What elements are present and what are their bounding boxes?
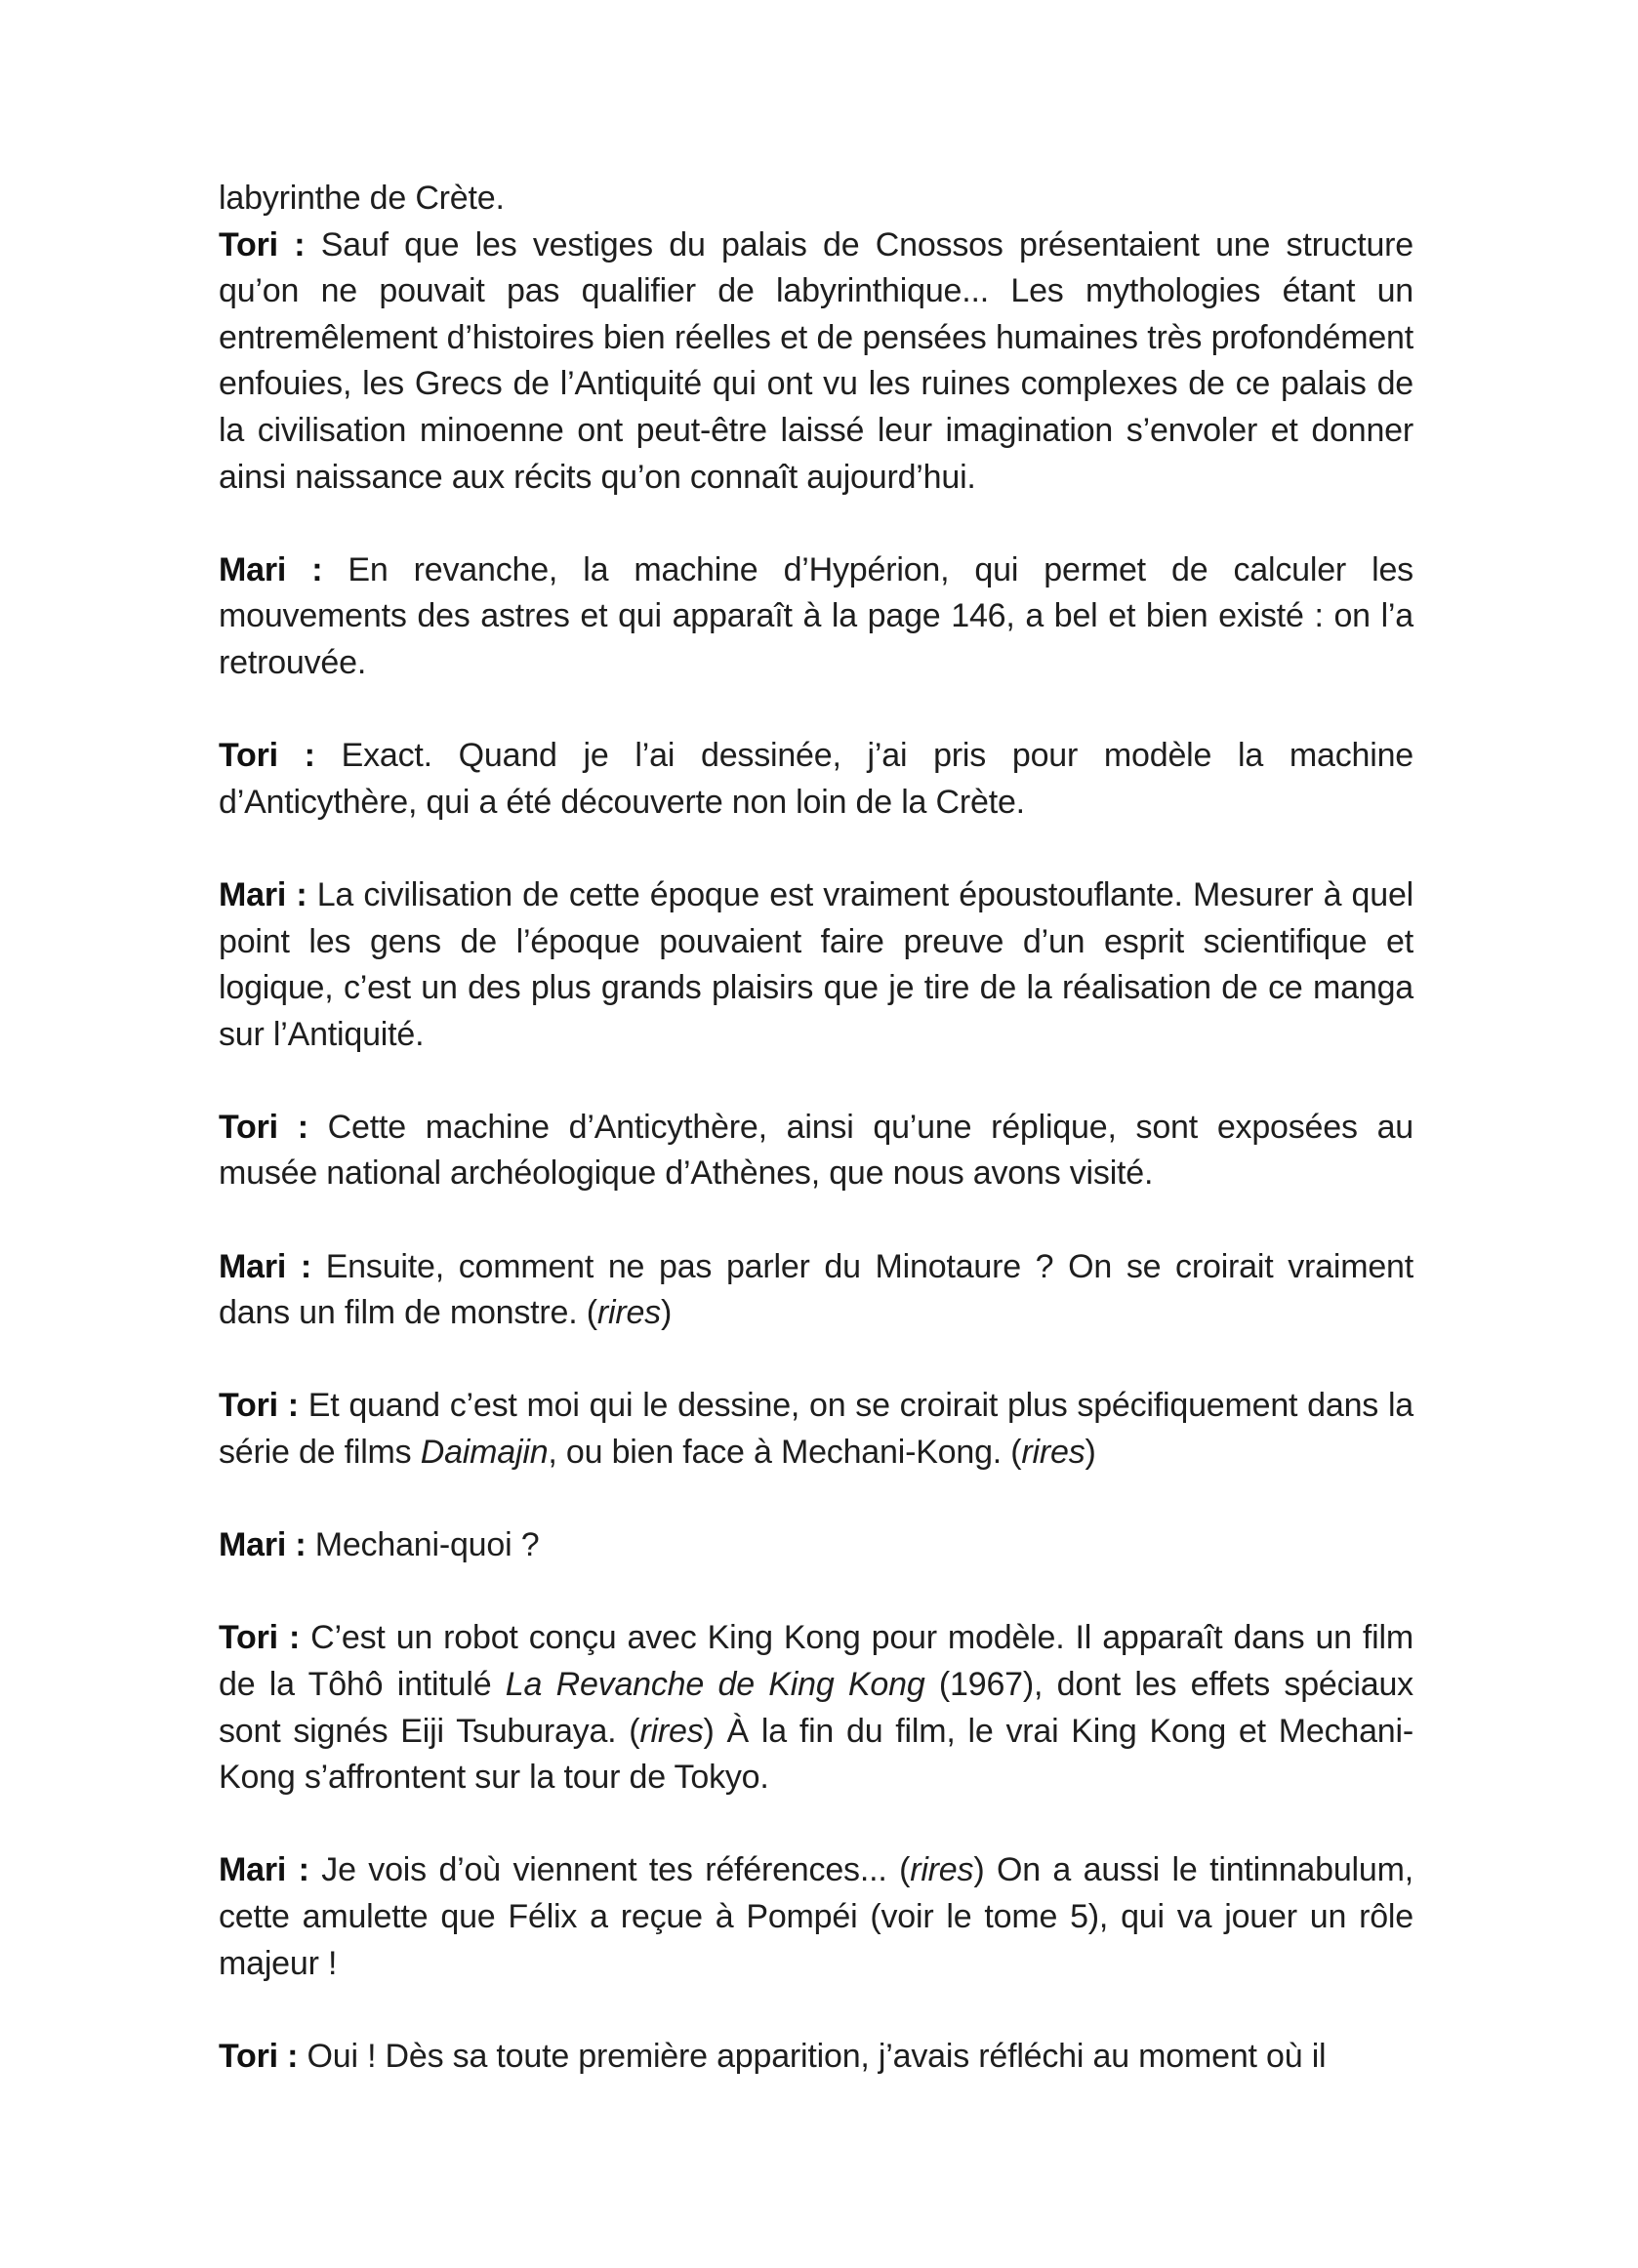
body-text: Et quand c’est moi qui le dessine, on se croirait plus spécifiquement dans la série de films (219, 1387, 1414, 1472)
paragraph (219, 872, 1413, 1058)
paragraph (219, 2034, 1413, 2081)
paragraph (219, 1615, 1413, 1801)
body-text: Ensuite, comment ne pas parler du Minotaure ? On se croirait vraiment dans un film de monstre. ( (219, 1247, 1413, 1332)
italic-text: rires (910, 1851, 974, 1889)
paragraph (219, 176, 1413, 223)
paragraph (219, 547, 1413, 687)
body-text: labyrinthe de Crète. (219, 180, 505, 217)
body-text: , ou bien face à Mechani-Kong. ( (548, 1434, 1022, 1472)
body-text: (1967), dont les effets spéciaux sont signés Eiji Tsuburaya. ( (219, 1666, 1413, 1750)
speaker-label: Mari : (219, 550, 323, 588)
speaker-label: Mari : (219, 1851, 309, 1889)
body-text: En revanche, la machine d’Hypérion, qui permet de calculer les mouvements des astres et qui apparaît à la page 146, a bel et bien existé : on l’a retrouvée. (219, 550, 1413, 681)
body-text: Je vois d’où viennent tes références... ( (308, 1851, 911, 1889)
speaker-label: Tori : (219, 225, 306, 263)
body-text: C’est un robot conçu avec King Kong pour modèle. Il apparaît dans un film de la Tôhô intitulé (219, 1619, 1414, 1703)
speaker-label: Mari : (219, 875, 307, 913)
italic-text: Daimajin (420, 1434, 549, 1472)
speaker-label: Tori : (219, 1387, 299, 1425)
document-page (219, 176, 1413, 2126)
body-text: ) À la fin du film, le vrai King Kong et Mechani-Kong s’affrontent sur la tour de Tokyo. (219, 1712, 1413, 1797)
italic-text: La Revanche de King Kong (505, 1666, 925, 1703)
body-text: Cette machine d’Anticythère, ainsi qu’une réplique, sont exposées au musée national archéologique d’Athènes, que nous avons visité. (219, 1108, 1413, 1193)
italic-text: rires (1021, 1434, 1085, 1472)
paragraph (219, 1847, 1413, 1987)
paragraph (219, 1105, 1413, 1197)
speaker-label: Tori : (219, 1619, 301, 1657)
italic-text: rires (596, 1294, 661, 1332)
paragraph (219, 733, 1413, 826)
body-text: Exact. Quand je l’ai dessinée, j’ai pris pour modèle la machine d’Anticythère, qui a été découverte non loin de la Crète. (219, 737, 1413, 821)
body-text: La civilisation de cette époque est vraiment époustouflante. Mesurer à quel point les gens de l’époque pouvaient faire preuve d’un esprit scientifique et logique, c’est un des plus grands plaisirs que je tire de la réalisation de ce manga sur l’Antiquité. (219, 875, 1414, 1053)
body-text: ) (660, 1294, 673, 1332)
speaker-label: Tori : (219, 2037, 299, 2075)
body-text: Mechani-quoi ? (306, 1526, 540, 1564)
paragraph (219, 1244, 1413, 1337)
body-text: Oui ! Dès sa toute première apparition, j’avais réfléchi au moment où il (298, 2037, 1327, 2075)
italic-text: rires (639, 1712, 704, 1750)
paragraph (219, 1522, 1413, 1569)
speaker-label: Tori : (219, 1108, 308, 1146)
speaker-label: Tori : (219, 737, 315, 775)
speaker-label: Mari : (219, 1526, 307, 1564)
paragraph (219, 1383, 1413, 1476)
speaker-label: Mari : (219, 1247, 311, 1285)
body-text: Sauf que les vestiges du palais de Cnossos présentaient une structure qu’on ne pouvait pas qualifier de labyrinthique... Les mythologies étant un entremêlement d’histoires bien réelles et de pensées humaines très profondément enfouies, les Grecs de l’Antiquité qui ont vu les ruines complexes de ce palais de la civilisation minoenne ont peut-être laissé leur imagination s’envoler et donner ainsi naissance aux récits qu’on connaît aujourd’hui. (219, 225, 1413, 496)
body-text: ) (1085, 1434, 1096, 1472)
body-text: ) On a aussi le tintinnabulum, cette amulette que Félix a reçue à Pompéi (voir le tome 5), qui va jouer un rôle majeur ! (219, 1851, 1413, 1982)
paragraph (219, 223, 1413, 502)
